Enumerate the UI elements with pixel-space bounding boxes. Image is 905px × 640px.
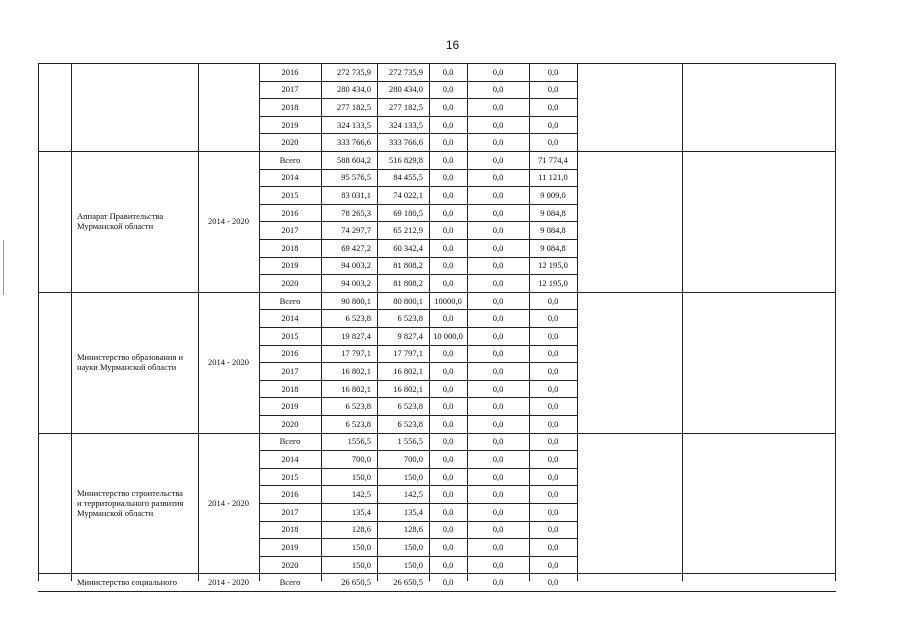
- value-cell-c4: 0,0: [492, 295, 504, 306]
- value-cell-total: 142,5: [351, 489, 371, 500]
- year-cell: 2020: [281, 137, 299, 148]
- year-cell: 2018: [281, 524, 299, 535]
- row-border: [259, 257, 577, 258]
- value-cell-budget: 60 342,4: [393, 242, 423, 253]
- value-cell-total: 277 182,5: [337, 102, 371, 112]
- row-border: [259, 309, 577, 310]
- value-cell-total: 6 523,8: [345, 313, 371, 324]
- value-cell-c3: 0,0: [442, 383, 454, 394]
- value-cell-budget: 81 808,2: [393, 260, 423, 271]
- value-cell-c5: 0,0: [547, 137, 559, 148]
- value-cell-c3: 10000,0: [434, 295, 462, 306]
- value-cell-c5: 71 774,4: [538, 154, 568, 165]
- value-cell-c4: 0,0: [492, 489, 504, 500]
- value-cell-total: 6 523,8: [345, 401, 371, 412]
- value-cell-c5: 0,0: [547, 506, 559, 517]
- year-cell: 2018: [281, 102, 299, 112]
- value-cell-c4: 0,0: [492, 119, 504, 130]
- value-cell-budget: 6 523,8: [397, 313, 423, 324]
- value-cell-c4: 0,0: [492, 436, 504, 447]
- value-cell-c5: 12 195,0: [538, 278, 568, 288]
- year-cell: Всего: [279, 154, 301, 165]
- value-cell-c3: 0,0: [442, 348, 454, 359]
- value-cell-c4: 0,0: [492, 207, 504, 218]
- period-cell: 2014 - 2020: [207, 498, 250, 508]
- year-cell: 2018: [281, 242, 299, 253]
- value-cell-total: 280 434,0: [337, 84, 371, 95]
- section-border: [38, 591, 836, 592]
- value-cell-c5: 0,0: [547, 84, 559, 95]
- page-number: 16: [445, 38, 460, 52]
- value-cell-total: 94 003,2: [341, 278, 371, 288]
- organization-name: Министерство социального: [77, 577, 177, 588]
- period-cell: 2014 - 2020: [207, 216, 250, 227]
- value-cell-c3: 0,0: [442, 190, 454, 200]
- value-cell-c3: 0,0: [442, 225, 454, 236]
- value-cell-c3: 0,0: [442, 172, 454, 183]
- value-cell-total: 69 427,2: [341, 242, 371, 253]
- value-cell-c3: 0,0: [442, 119, 454, 130]
- value-cell-total: 324 133,5: [337, 119, 371, 130]
- value-cell-c3: 0,0: [442, 260, 454, 271]
- value-cell-total: 26 650,5: [341, 577, 371, 588]
- value-cell-total: 83 031,1: [341, 190, 371, 200]
- year-cell: Всего: [279, 436, 301, 447]
- value-cell-c5: 12 195,0: [538, 260, 568, 271]
- value-cell-c4: 0,0: [492, 172, 504, 183]
- value-cell-budget: 17 797,1: [393, 348, 423, 359]
- row-border: [259, 186, 577, 187]
- organization-name: Аппарат Правительства Мурманской области: [77, 211, 164, 232]
- year-cell: 2020: [281, 278, 299, 288]
- value-cell-c3: 0,0: [442, 66, 454, 77]
- value-cell-c5: 0,0: [547, 454, 559, 464]
- value-cell-c4: 0,0: [492, 542, 504, 552]
- row-border: [259, 503, 577, 504]
- value-cell-c5: 0,0: [547, 102, 559, 112]
- value-cell-c4: 0,0: [492, 366, 504, 376]
- value-cell-c5: 0,0: [547, 383, 559, 394]
- value-cell-c4: 0,0: [492, 225, 504, 236]
- row-border: [259, 415, 577, 416]
- value-cell-c3: 0,0: [442, 366, 454, 376]
- column-line: [835, 63, 836, 581]
- year-cell: Всего: [279, 577, 301, 588]
- value-cell-total: 78 265,3: [341, 207, 371, 218]
- value-cell-total: 1556,5: [347, 436, 371, 447]
- organization-name: Министерство строительства и территориального развития Мурманской области: [77, 488, 184, 518]
- section-border: [38, 292, 836, 293]
- budget-table: [38, 63, 836, 588]
- value-cell-c4: 0,0: [492, 330, 504, 341]
- value-cell-c4: 0,0: [492, 84, 504, 95]
- value-cell-c3: 0,0: [442, 278, 454, 288]
- year-cell: 2017: [281, 225, 299, 236]
- row-border: [259, 380, 577, 381]
- value-cell-budget: 150,0: [403, 542, 423, 552]
- value-cell-c5: 0,0: [547, 330, 559, 341]
- row-border: [259, 274, 577, 275]
- row-border: [259, 239, 577, 240]
- value-cell-c4: 0,0: [492, 524, 504, 535]
- value-cell-c3: 0,0: [442, 506, 454, 517]
- value-cell-total: 588 604,2: [337, 154, 371, 165]
- period-cell: 2014 - 2020: [207, 577, 250, 588]
- value-cell-c4: 0,0: [492, 242, 504, 253]
- value-cell-total: 16 802,1: [341, 366, 371, 376]
- value-cell-c3: 0,0: [442, 84, 454, 95]
- row-border: [259, 397, 577, 398]
- year-cell: 2015: [281, 190, 299, 200]
- value-cell-c5: 0,0: [547, 119, 559, 130]
- year-cell: 2014: [281, 313, 299, 324]
- value-cell-total: 17 797,1: [341, 348, 371, 359]
- value-cell-total: 19 827,4: [341, 330, 371, 341]
- value-cell-c3: 0,0: [442, 559, 454, 570]
- value-cell-c5: 0,0: [547, 295, 559, 306]
- row-border: [259, 204, 577, 205]
- value-cell-c5: 0,0: [547, 524, 559, 535]
- value-cell-total: 150,0: [351, 542, 371, 552]
- row-border: [259, 98, 577, 99]
- value-cell-c5: 0,0: [547, 471, 559, 482]
- value-cell-c3: 0,0: [442, 454, 454, 464]
- value-cell-c5: 0,0: [547, 366, 559, 376]
- value-cell-total: 16 802,1: [341, 383, 371, 394]
- year-cell: 2018: [281, 383, 299, 394]
- row-border: [259, 485, 577, 486]
- value-cell-c5: 0,0: [547, 401, 559, 412]
- value-cell-c3: 0,0: [442, 418, 454, 429]
- row-border: [259, 133, 577, 134]
- value-cell-budget: 6 523,8: [397, 418, 423, 429]
- value-cell-total: 135,4: [351, 506, 371, 517]
- row-border: [259, 450, 577, 451]
- value-cell-c3: 0,0: [442, 137, 454, 148]
- value-cell-c5: 9 084,8: [540, 207, 566, 218]
- value-cell-budget: 6 523,8: [397, 401, 423, 412]
- value-cell-total: 128,6: [351, 524, 371, 535]
- value-cell-c4: 0,0: [492, 559, 504, 570]
- value-cell-budget: 150,0: [403, 471, 423, 482]
- value-cell-c3: 0,0: [442, 489, 454, 500]
- year-cell: Всего: [279, 295, 301, 306]
- value-cell-c4: 0,0: [492, 471, 504, 482]
- value-cell-c5: 9 084,8: [540, 242, 566, 253]
- value-cell-budget: 26 650,5: [393, 577, 423, 588]
- value-cell-budget: 135,4: [403, 506, 423, 517]
- year-cell: 2016: [281, 489, 299, 500]
- value-cell-budget: 80 800,1: [393, 295, 423, 306]
- value-cell-c3: 0,0: [442, 154, 454, 165]
- value-cell-total: 95 576,5: [341, 172, 371, 183]
- value-cell-c5: 0,0: [547, 436, 559, 447]
- value-cell-c4: 0,0: [492, 102, 504, 112]
- section-border: [38, 433, 836, 434]
- value-cell-c4: 0,0: [492, 454, 504, 464]
- value-cell-total: 74 297,7: [341, 225, 371, 236]
- year-cell: 2017: [281, 366, 299, 376]
- row-border: [259, 116, 577, 117]
- value-cell-total: 150,0: [351, 559, 371, 570]
- year-cell: 2016: [281, 66, 299, 77]
- value-cell-budget: 1 556,5: [397, 436, 423, 447]
- column-line: [71, 63, 72, 581]
- period-cell: 2014 - 2020: [207, 357, 250, 368]
- value-cell-c3: 0,0: [442, 313, 454, 324]
- value-cell-c4: 0,0: [492, 313, 504, 324]
- value-cell-c3: 0,0: [442, 242, 454, 253]
- year-cell: 2019: [281, 119, 299, 130]
- row-border: [259, 169, 577, 170]
- value-cell-budget: 128,6: [403, 524, 423, 535]
- year-cell: 2020: [281, 418, 299, 429]
- value-cell-budget: 9 827,4: [397, 330, 423, 341]
- year-cell: 2015: [281, 330, 299, 341]
- year-cell: 2016: [281, 207, 299, 218]
- row-border: [259, 468, 577, 469]
- row-border: [259, 81, 577, 82]
- value-cell-budget: 516 829,8: [389, 154, 423, 165]
- value-cell-c4: 0,0: [492, 190, 504, 200]
- section-border: [38, 151, 836, 152]
- value-cell-budget: 333 766,6: [389, 137, 423, 148]
- value-cell-c4: 0,0: [492, 383, 504, 394]
- margin-mark: [3, 240, 4, 295]
- value-cell-total: 6 523,8: [345, 418, 371, 429]
- row-border: [259, 221, 577, 222]
- value-cell-c4: 0,0: [492, 348, 504, 359]
- value-cell-c5: 9 084,8: [540, 225, 566, 236]
- value-cell-total: 94 003,2: [341, 260, 371, 271]
- value-cell-c4: 0,0: [492, 137, 504, 148]
- value-cell-budget: 16 802,1: [393, 366, 423, 376]
- value-cell-c3: 0,0: [442, 524, 454, 535]
- value-cell-c5: 9 009,0: [540, 190, 566, 200]
- row-border: [259, 556, 577, 557]
- value-cell-budget: 700,0: [403, 454, 423, 464]
- year-cell: 2017: [281, 506, 299, 517]
- value-cell-budget: 150,0: [403, 559, 423, 570]
- year-cell: 2019: [281, 260, 299, 271]
- value-cell-budget: 142,5: [403, 489, 423, 500]
- value-cell-total: 700,0: [351, 454, 371, 464]
- row-border: [259, 362, 577, 363]
- row-border: [259, 521, 577, 522]
- column-line: [577, 63, 578, 581]
- year-cell: 2014: [281, 454, 299, 464]
- value-cell-c4: 0,0: [492, 577, 504, 588]
- section-border: [38, 573, 836, 574]
- value-cell-budget: 280 434,0: [389, 84, 423, 95]
- value-cell-c3: 0,0: [442, 401, 454, 412]
- value-cell-budget: 69 180,5: [393, 207, 423, 218]
- year-cell: 2019: [281, 542, 299, 552]
- value-cell-c4: 0,0: [492, 260, 504, 271]
- value-cell-budget: 74 022,1: [393, 190, 423, 200]
- value-cell-c3: 0,0: [442, 471, 454, 482]
- value-cell-c4: 0,0: [492, 66, 504, 77]
- column-line: [38, 63, 39, 581]
- value-cell-c5: 0,0: [547, 418, 559, 429]
- year-cell: 2019: [281, 401, 299, 412]
- table-top-border: [38, 63, 836, 64]
- value-cell-c4: 0,0: [492, 278, 504, 288]
- column-line: [682, 63, 683, 581]
- value-cell-budget: 16 802,1: [393, 383, 423, 394]
- value-cell-c5: 0,0: [547, 313, 559, 324]
- value-cell-budget: 277 182,5: [389, 102, 423, 112]
- value-cell-c4: 0,0: [492, 418, 504, 429]
- year-cell: 2014: [281, 172, 299, 183]
- year-cell: 2016: [281, 348, 299, 359]
- value-cell-budget: 65 212,9: [393, 225, 423, 236]
- value-cell-c3: 0,0: [442, 102, 454, 112]
- value-cell-budget: 84 455,5: [393, 172, 423, 183]
- value-cell-budget: 272 735,9: [389, 66, 423, 77]
- value-cell-total: 150,0: [351, 471, 371, 482]
- value-cell-c5: 0,0: [547, 66, 559, 77]
- value-cell-c5: 0,0: [547, 559, 559, 570]
- value-cell-c3: 0,0: [442, 577, 454, 588]
- value-cell-total: 90 800,1: [341, 295, 371, 306]
- value-cell-c4: 0,0: [492, 506, 504, 517]
- value-cell-c4: 0,0: [492, 401, 504, 412]
- value-cell-c5: 0,0: [547, 489, 559, 500]
- value-cell-c5: 11 121,0: [538, 172, 568, 183]
- value-cell-c4: 0,0: [492, 154, 504, 165]
- value-cell-c3: 0,0: [442, 542, 454, 552]
- year-cell: 2015: [281, 471, 299, 482]
- value-cell-c5: 0,0: [547, 542, 559, 552]
- value-cell-total: 272 735,9: [337, 66, 371, 77]
- value-cell-budget: 81 808,2: [393, 278, 423, 288]
- row-border: [259, 327, 577, 328]
- organization-name: Министерство образования и науки Мурманской области: [77, 352, 184, 373]
- value-cell-c3: 0,0: [442, 436, 454, 447]
- value-cell-c3: 10 000,0: [433, 330, 463, 341]
- row-border: [259, 345, 577, 346]
- year-cell: 2020: [281, 559, 299, 570]
- value-cell-c5: 0,0: [547, 577, 559, 588]
- value-cell-c3: 0,0: [442, 207, 454, 218]
- value-cell-total: 333 766,6: [337, 137, 371, 148]
- value-cell-budget: 324 133,5: [389, 119, 423, 130]
- row-border: [259, 538, 577, 539]
- year-cell: 2017: [281, 84, 299, 95]
- value-cell-c5: 0,0: [547, 348, 559, 359]
